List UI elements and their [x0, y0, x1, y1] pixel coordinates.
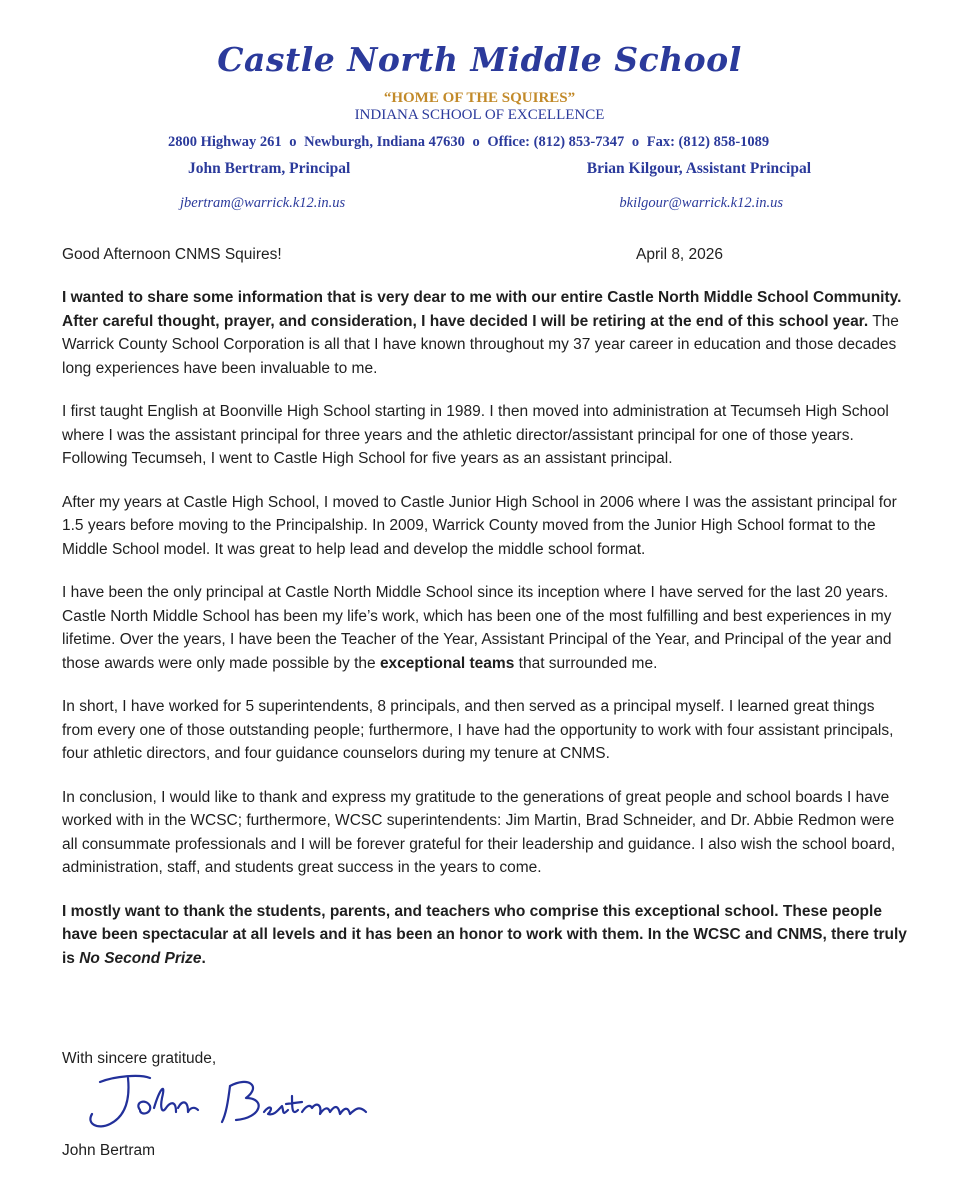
paragraph-announcement: [62, 286, 907, 380]
cnms-text-start: I have been the only principal at Castle North Middle School since its inception where I have served for the last 20 years. Castle North Middle School has been my life’s work, which has been one of the most fulfilling and best experiences in my lifetime. Over the years, I have been the Teacher of the Year, Assistant Principal of the Year, and Principal of the year and those awards were only made possible by the: [62, 584, 892, 672]
assistant-principal-name: Brian Kilgour, Assistant Principal: [586, 160, 811, 177]
contact-line: [168, 134, 808, 151]
paragraph-thanks: [62, 900, 907, 971]
principal-name: John Bertram, Principal: [188, 160, 351, 177]
thanks-end: .: [201, 949, 206, 967]
street-address: 2800 Highway 261: [168, 134, 282, 150]
paragraph-cnms-principal: [62, 581, 907, 675]
state-designation: INDIANA SCHOOL OF EXCELLENCE: [354, 107, 605, 123]
bullet-icon: o: [472, 134, 480, 150]
letter-date: April 8, 2026: [636, 246, 724, 263]
paragraph-early-career: I first taught English at Boonville High School starting in 1989. I then moved into administration at Tecumseh High School where I was the assistant principal for three years and the athletic director/assistant principal for one of those years. Following Tecumseh, I went to Castle High School for five years as an assistant principal.: [62, 403, 889, 467]
paragraph-castle-junior-high: After my years at Castle High School, I moved to Castle Junior High School in 2006 where I was the assistant principal for 1.5 years before moving to the Principalship. In 2009, Warrick County moved from the Junior High School format to the Middle School model. It was great to help lead and develop the middle school format.: [62, 493, 897, 558]
assistant-principal-email: bkilgour@warrick.k12.in.us: [619, 195, 783, 211]
signer-name: John Bertram: [62, 1142, 156, 1159]
letterhead: [0, 0, 959, 230]
school-name-logo: Castle North Middle School: [217, 40, 742, 79]
exceptional-teams-bold: exceptional teams: [379, 654, 515, 672]
bullet-icon: o: [289, 134, 297, 150]
cnms-text-end: that surrounded me.: [514, 654, 658, 672]
closing: With sincere gratitude,: [62, 1050, 217, 1067]
thanks-bold: I mostly want to thank the students, parents, and teachers who comprise this exceptional school. These people have been spectacular at all levels and it has been an honor to work with them. In the WCSC and CNMS, there truly is: [62, 902, 907, 967]
handwritten-signature: [70, 1068, 370, 1138]
school-motto: “HOME OF THE SQUIRES”: [383, 90, 576, 106]
paragraph-colleagues: In short, I have worked for 5 superintendents, 8 principals, and then served as a principal myself. I learned great things from every one of those outstanding people; furthermore, I have had the opportunity to work with four assistant principals, four athletic directors, and four guidance counselors during my tenure at CNMS.: [62, 698, 894, 762]
no-second-prize: No Second Prize: [79, 949, 202, 967]
bullet-icon: o: [631, 134, 640, 150]
announcement-bold: I wanted to share some information that is very dear to me with our entire Castle North Middle School Community. After careful thought, prayer, and consideration, I have decided I will be retiring at the end of this school year.: [62, 289, 902, 330]
principal-email: jbertram@warrick.k12.in.us: [180, 195, 346, 211]
letter-body: [62, 286, 907, 990]
paragraph-conclusion: In conclusion, I would like to thank and express my gratitude to the generations of great people and school boards I have worked with in the WCSC; furthermore, WCSC superintendents: Jim Martin, Brad Schneider, and Dr. Abbie Redmon were all consummate professionals and I will be forever grateful for their leadership and guidance. I also wish the school board, administration, staff, and students great success in the years to come.: [62, 788, 896, 876]
city-state-zip: Newburgh, Indiana 47630: [304, 134, 465, 150]
fax-number: Fax: (812) 858-1089: [646, 134, 770, 150]
office-phone: Office: (812) 853-7347: [487, 134, 625, 150]
greeting: Good Afternoon CNMS Squires!: [62, 246, 282, 263]
announcement-rest: The Warrick County School Corporation is all that I have known throughout my 37 year career in education and those decades long experiences have been invaluable to me.: [62, 312, 899, 377]
